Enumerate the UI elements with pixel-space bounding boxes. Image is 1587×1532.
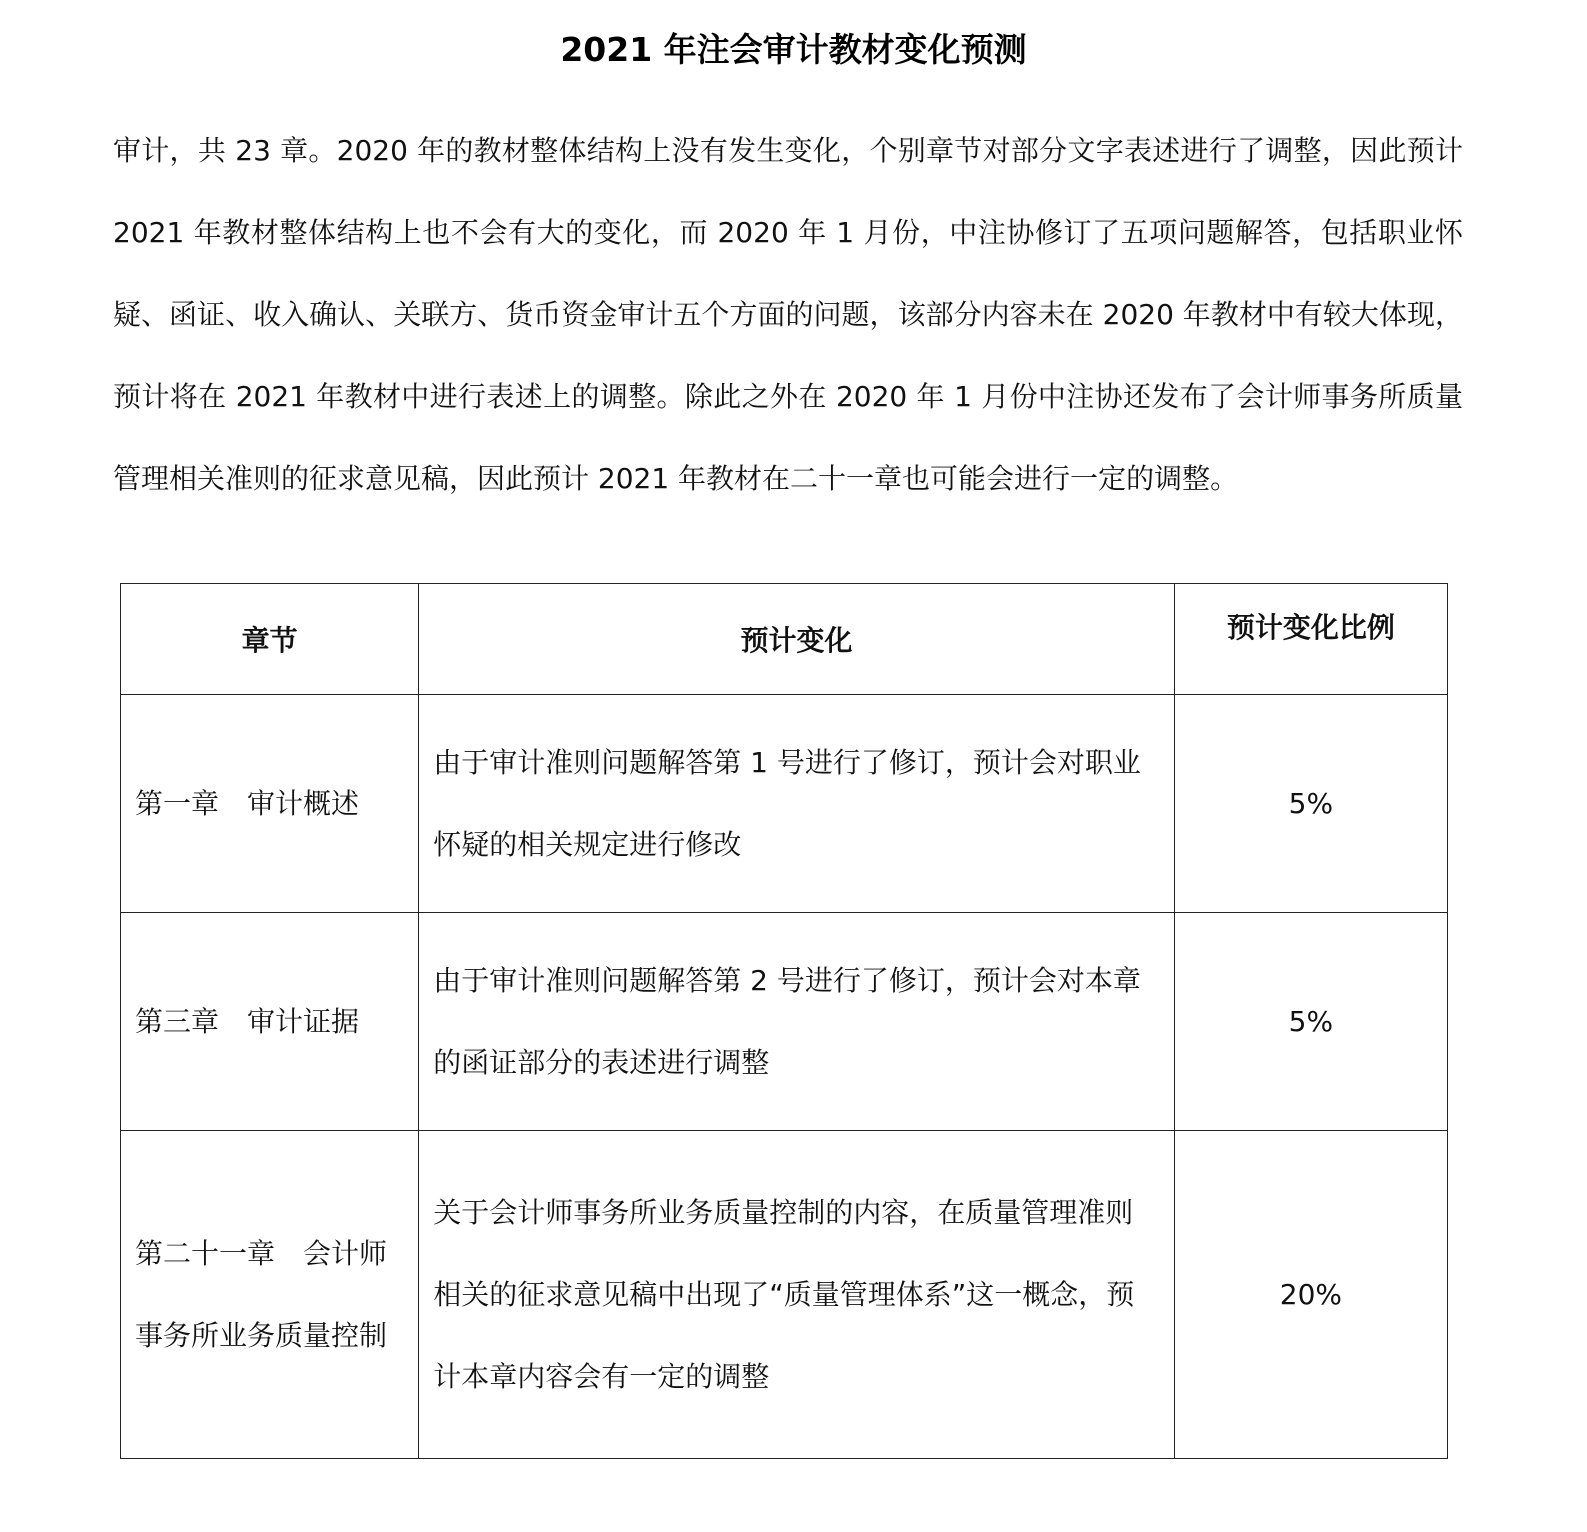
table-header-row bbox=[121, 584, 1448, 695]
header-ratio-label: 预计变化比例 bbox=[1226, 611, 1395, 644]
chapter-cell: 第二十一章 会计师事务所业务质量控制 bbox=[121, 1131, 419, 1459]
header-change: 预计变化 bbox=[419, 584, 1175, 695]
chapter-cell: 第三章 审计证据 bbox=[121, 913, 419, 1131]
intro-paragraph: 审计，共 23 章。2020 年的教材整体结构上没有发生变化，个别章节对部分文字表述进行了调整，因此预计 2021 年教材整体结构上也不会有大的变化，而 2020 年 1 月份，中注协修订了五项问题解答，包括职业怀疑、函证、收入确认、关联方、货币资金审计五个方面的问题，该部分内容未在 2020 年教材中有较大体现，预计将在 2021 年教材中进行表述上的调整。除此之外在 2020 年 1 月份中注协还发布了会计师事务所质量管理相关准则的征求意见稿，因此预计 2021 年教材在二十一章也可能会进行一定的调整。 bbox=[113, 134, 1463, 495]
table-row bbox=[121, 1131, 1448, 1459]
ratio-cell: 5% bbox=[1174, 695, 1447, 913]
ratio-cell: 20% bbox=[1174, 1131, 1447, 1459]
change-cell: 由于审计准则问题解答第 2 号进行了修订，预计会对本章的函证部分的表述进行调整 bbox=[419, 913, 1175, 1131]
table-row bbox=[121, 913, 1448, 1131]
document-title: 2021 年注会审计教材变化预测 bbox=[560, 30, 1027, 69]
change-cell: 由于审计准则问题解答第 1 号进行了修订，预计会对职业怀疑的相关规定进行修改 bbox=[419, 695, 1175, 913]
forecast-table bbox=[120, 583, 1448, 1459]
change-cell: 关于会计师事务所业务质量控制的内容，在质量管理准则相关的征求意见稿中出现了“质量管理体系”这一概念，预计本章内容会有一定的调整 bbox=[419, 1131, 1175, 1459]
header-ratio bbox=[1174, 584, 1447, 695]
header-chapter: 章节 bbox=[121, 584, 419, 695]
table-row bbox=[121, 695, 1448, 913]
ratio-cell: 5% bbox=[1174, 913, 1447, 1131]
chapter-cell: 第一章 审计概述 bbox=[121, 695, 419, 913]
